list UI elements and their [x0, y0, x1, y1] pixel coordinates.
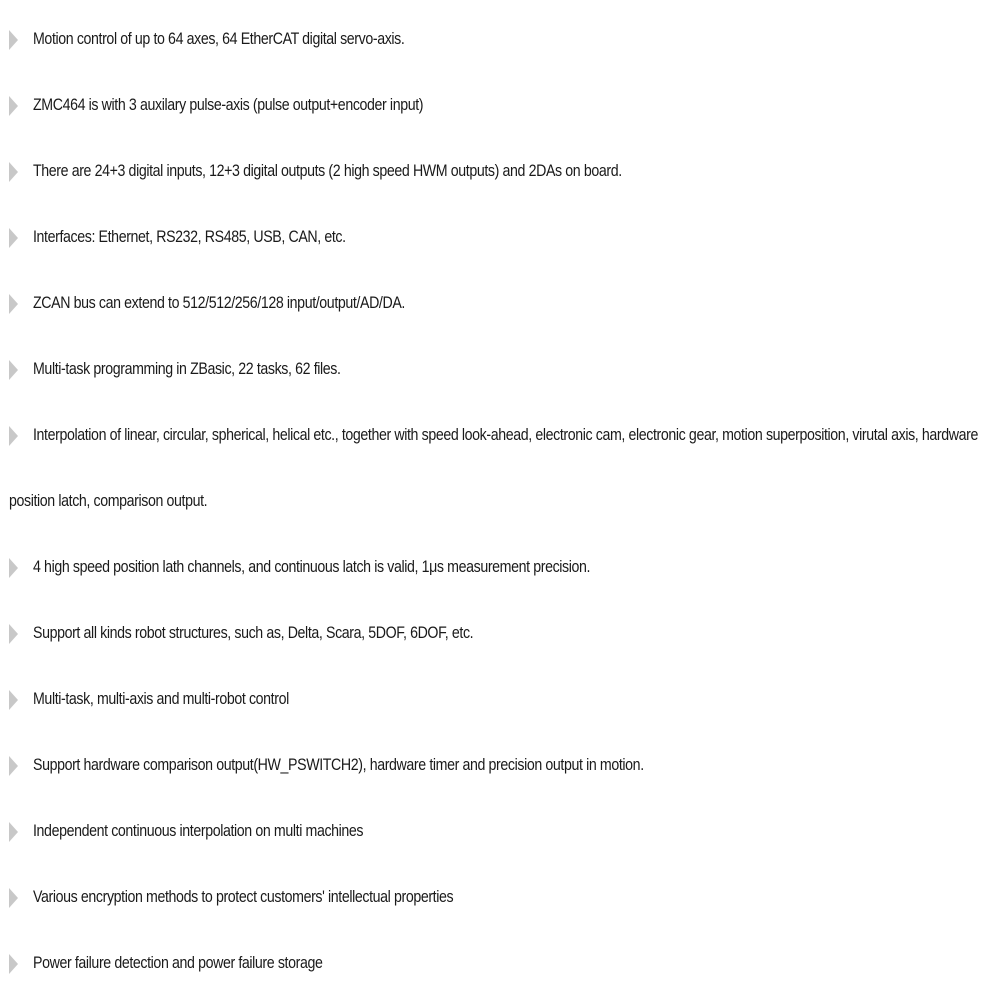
list-item-row	[0, 264, 1000, 330]
list-item	[0, 330, 1000, 396]
list-item-text: Multi-task, multi-axis and multi-robot control	[33, 690, 289, 708]
list-item-row	[0, 594, 1000, 660]
list-item-row	[0, 858, 1000, 924]
list-item-text: Multi-task programming in ZBasic, 22 tasks, 62 files.	[33, 360, 341, 378]
list-item	[0, 0, 1000, 66]
list-item-text: Support all kinds robot structures, such as, Delta, Scara, 5DOF, 6DOF, etc.	[33, 624, 474, 642]
triangle-bullet-icon	[9, 558, 18, 578]
list-item	[0, 726, 1000, 792]
list-item	[0, 198, 1000, 264]
list-item-text: Interpolation of linear, circular, spherical, helical etc., together with speed look-ahead, electronic cam, electronic gear, motion superposition, virutal axis, hardware	[33, 426, 978, 444]
list-item-text-continuation: position latch, comparison output.	[9, 492, 208, 510]
triangle-bullet-icon	[9, 162, 18, 182]
list-item	[0, 858, 1000, 924]
list-item	[0, 924, 1000, 990]
list-item-text: Support hardware comparison output(HW_PSWITCH2), hardware timer and precision output in motion.	[33, 756, 644, 774]
list-item	[0, 396, 1000, 510]
list-item	[0, 132, 1000, 198]
list-item-text: ZMC464 is with 3 auxilary pulse-axis (pulse output+encoder input)	[33, 96, 424, 114]
triangle-bullet-icon	[9, 822, 18, 842]
list-item-text: ZCAN bus can extend to 512/512/256/128 input/output/AD/DA.	[33, 294, 405, 312]
triangle-bullet-icon	[9, 888, 18, 908]
triangle-bullet-icon	[9, 756, 18, 776]
list-item-row	[0, 792, 1000, 858]
triangle-bullet-icon	[9, 294, 18, 314]
list-item-text: Interfaces: Ethernet, RS232, RS485, USB, CAN, etc.	[33, 228, 346, 246]
list-item-row	[0, 330, 1000, 396]
triangle-bullet-icon	[9, 96, 18, 116]
list-item-text: Motion control of up to 64 axes, 64 EtherCAT digital servo-axis.	[33, 30, 405, 48]
list-item-row	[0, 396, 1000, 510]
triangle-bullet-icon	[9, 360, 18, 380]
list-item	[0, 660, 1000, 726]
list-item	[0, 264, 1000, 330]
triangle-bullet-icon	[9, 954, 18, 974]
triangle-bullet-icon	[9, 30, 18, 50]
list-item-row	[0, 726, 1000, 792]
list-item	[0, 528, 1000, 594]
list-item-text: 4 high speed position lath channels, and continuous latch is valid, 1μs measurement precision.	[33, 558, 591, 576]
list-item-row	[0, 66, 1000, 132]
list-item-row	[0, 0, 1000, 66]
list-item	[0, 66, 1000, 132]
list-item-text: There are 24+3 digital inputs, 12+3 digital outputs (2 high speed HWM outputs) and 2DAs on board.	[33, 162, 622, 180]
triangle-bullet-icon	[9, 228, 18, 248]
list-item-text: Various encryption methods to protect customers' intellectual properties	[33, 888, 454, 906]
list-item-row	[0, 924, 1000, 990]
list-item-row	[0, 198, 1000, 264]
list-item-text: Power failure detection and power failure storage	[33, 954, 323, 972]
list-item-row	[0, 528, 1000, 594]
list-item	[0, 594, 1000, 660]
list-item	[0, 792, 1000, 858]
triangle-bullet-icon	[9, 426, 18, 446]
list-item-text: Independent continuous interpolation on multi machines	[33, 822, 364, 840]
triangle-bullet-icon	[9, 690, 18, 710]
triangle-bullet-icon	[9, 624, 18, 644]
list-item-row	[0, 660, 1000, 726]
list-item-row	[0, 132, 1000, 198]
